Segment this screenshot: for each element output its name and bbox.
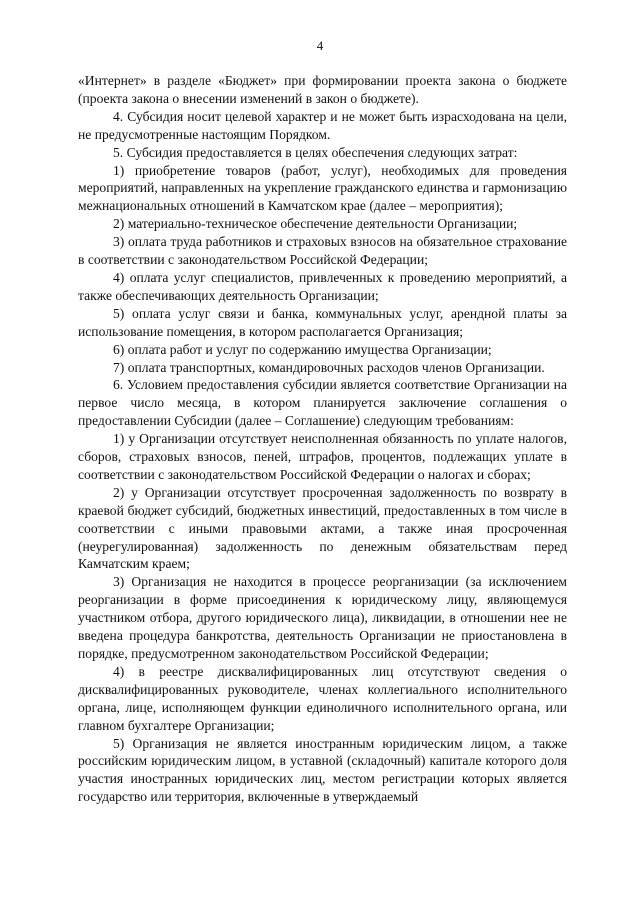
subitem-5-3: 3) оплата труда работников и страховых взносов на обязательное страхование в соответствии с законодательством Российской Федерации; (78, 234, 567, 268)
paragraph-item-6: 6. Условием предоставления субсидии является соответствие Организации на первое число месяца, в котором планируется заключение соглашения о предоставлении Субсидии (далее – Соглашение) следующим требованиям: (78, 377, 567, 429)
subitem-5-6: 6) оплата работ и услуг по содержанию имущества Организации; (113, 341, 492, 357)
subitem-5-2: 2) материально-техническое обеспечение деятельности Организации; (113, 216, 518, 232)
page-number: 4 (316, 38, 324, 53)
subitem-6-1: 1) у Организации отсутствует неисполненная обязанность по уплате налогов, сборов, страховых взносов, пеней, штрафов, процентов, подлежащих уплате в соответствии с законодательством Российской Федерации о налогах и сборах; (78, 431, 567, 482)
subitem-5-7: 7) оплата транспортных, командировочных расходов членов Организации. (113, 359, 545, 375)
document-body (78, 72, 567, 806)
subitem-6-5: 5) Организация не является иностранным юридическим лицом, а также российским юридическим лицом, в уставной (складочный) капитале которого доля участия иностранных юридических лиц, местом регистрации которых является государство или территория, включенные в утверждаемый (78, 735, 567, 805)
paragraph-item-5: 5. Субсидия предоставляется в целях обеспечения следующих затрат: (113, 144, 518, 160)
subitem-6-2: 2) у Организации отсутствует просроченная задолженность по возврату в краевой бюджет субсидий, бюджетных инвестиций, предоставленных в том числе в соответствии с иными правовыми актами, а также иная просроченная (неурегулированная) задолженность по денежным обязательствам перед Камчатским краем; (78, 484, 567, 572)
subitem-6-3: 3) Организация не находится в процессе реорганизации (за исключением реорганизации в форме присоединения к юридическому лицу, являющемуся участником отбора, другого юридического лица), ликвидации, в отношении нее не введена процедура банкротства, деятельность Организации не приостановлена в порядке, предусмотренном законодательством Российской Федерации; (78, 574, 567, 661)
subitem-5-5: 5) оплата услуг связи и банка, коммунальных услуг, арендной платы за использование помещения, в котором располагается Организация; (78, 305, 567, 339)
subitem-5-4: 4) оплата услуг специалистов, привлеченных к проведению мероприятий, а также обеспечивающих деятельность Организации; (78, 269, 567, 303)
subitem-5-1: 1) приобретение товаров (работ, услуг), необходимых для проведения мероприятий, направленных на укрепление гражданского единства и гармонизацию межнациональных отношений в Камчатском крае (далее – мероприятия); (78, 162, 567, 214)
paragraph-continuation: «Интернет» в разделе «Бюджет» при формировании проекта закона о бюджете (проекта закона о внесении изменений в закон о бюджете). (78, 73, 567, 106)
paragraph-item-4: 4. Субсидия носит целевой характер и не может быть израсходована на цели, не предусмотренные настоящим Порядком. (78, 108, 567, 142)
subitem-6-4: 4) в реестре дисквалифицированных лиц отсутствуют сведения о дисквалифицированных руководителе, членах коллегиального исполнительного органа, лице, исполняющем функции единоличного исполнительного органа, или главном бухгалтере Организации; (78, 663, 567, 733)
